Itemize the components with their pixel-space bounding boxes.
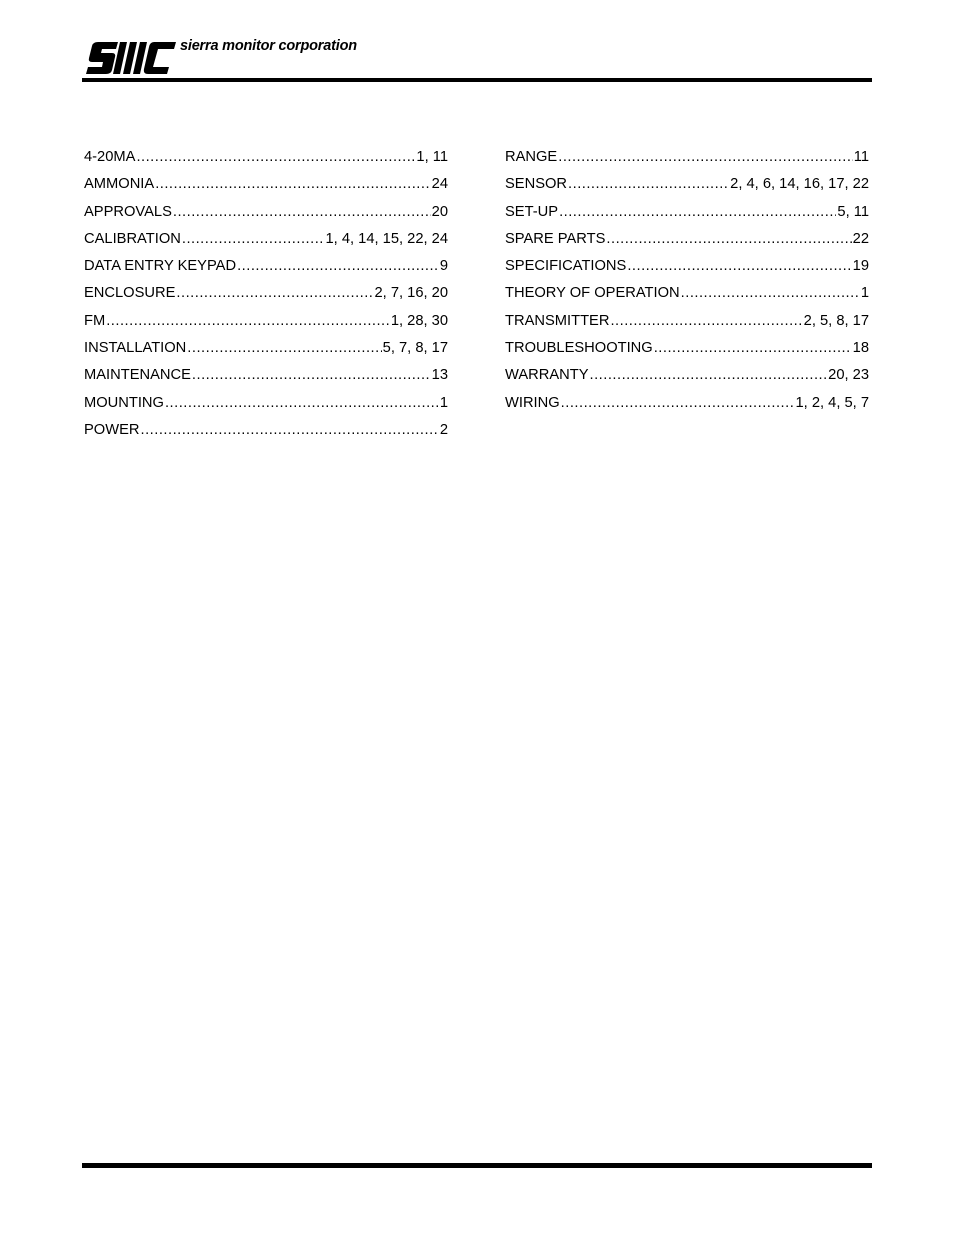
index-pages: 20, 23 xyxy=(828,367,869,384)
index-term: CALIBRATION xyxy=(84,230,181,247)
index-term: WARRANTY xyxy=(505,367,589,384)
index-entry xyxy=(505,148,869,175)
index-pages: 1, 11 xyxy=(416,149,448,165)
index-term: SPECIFICATIONS xyxy=(505,258,627,275)
index-pages: 2, 5, 8, 17 xyxy=(803,312,869,329)
dot-leader xyxy=(155,175,430,193)
dot-leader xyxy=(187,339,381,357)
index-term: THEORY OF OPERATION xyxy=(505,285,680,302)
index-pages: 24 xyxy=(431,176,448,193)
index-column-left xyxy=(84,148,448,448)
dot-leader xyxy=(681,284,860,302)
dot-leader xyxy=(568,175,729,193)
index-entry xyxy=(505,284,869,311)
index-entry xyxy=(84,339,448,366)
index-pages: 20 xyxy=(431,203,448,220)
index-pages: 1, 2, 4, 5, 7 xyxy=(795,394,869,411)
index-term: APPROVALS xyxy=(84,203,172,220)
index-entry xyxy=(505,230,869,257)
dot-leader xyxy=(165,394,439,412)
index-entry xyxy=(505,394,869,421)
dot-leader xyxy=(627,257,851,275)
header-rule xyxy=(82,78,872,82)
dot-leader xyxy=(182,230,325,248)
index-term: TRANSMITTER xyxy=(505,312,610,329)
index-entry xyxy=(505,339,869,366)
dot-leader xyxy=(176,284,373,302)
dot-leader xyxy=(590,366,828,384)
dot-leader xyxy=(173,203,431,221)
index-term: WIRING xyxy=(505,394,560,411)
index-pages: 18 xyxy=(852,340,869,357)
index-term: TROUBLESHOOTING xyxy=(505,340,653,357)
index-entry xyxy=(505,175,869,202)
dot-leader xyxy=(654,339,852,357)
index-entry xyxy=(84,230,448,257)
index-entry xyxy=(84,148,448,175)
index-term: MOUNTING xyxy=(84,394,164,411)
page-header xyxy=(84,38,872,82)
dot-leader xyxy=(237,257,439,275)
index-term: 4-20MA xyxy=(84,149,136,165)
dot-leader xyxy=(561,394,795,412)
footer-rule xyxy=(82,1163,872,1168)
index-entry xyxy=(84,257,448,284)
index-entry xyxy=(84,284,448,311)
dot-leader xyxy=(141,421,439,439)
index-term: SENSOR xyxy=(505,176,568,193)
dot-leader xyxy=(606,230,851,248)
index-entry xyxy=(84,421,448,448)
index-pages: 5, 11 xyxy=(837,203,869,220)
dot-leader xyxy=(610,312,802,330)
dot-leader xyxy=(106,312,390,330)
index-term: ENCLOSURE xyxy=(84,285,176,302)
index-pages: 1 xyxy=(439,394,448,411)
index-entry xyxy=(505,203,869,230)
index-term: RANGE xyxy=(505,149,558,165)
dot-leader xyxy=(558,148,853,166)
index-term: POWER xyxy=(84,421,140,438)
index-pages: 19 xyxy=(852,258,869,275)
index-term: SET-UP xyxy=(505,203,559,220)
company-name: sierra monitor corporation xyxy=(180,38,357,54)
index-column-right xyxy=(505,148,869,421)
index-pages: 5, 7, 8, 17 xyxy=(382,340,448,357)
index-term: INSTALLATION xyxy=(84,340,187,357)
index-pages: 13 xyxy=(431,367,448,384)
index-entry xyxy=(84,312,448,339)
index-entry xyxy=(84,203,448,230)
dot-leader xyxy=(192,366,431,384)
smc-logo-icon xyxy=(84,40,176,76)
dot-leader xyxy=(559,203,836,221)
index-entry xyxy=(84,394,448,421)
index-pages: 2, 4, 6, 14, 16, 17, 22 xyxy=(730,176,869,193)
index-term: DATA ENTRY KEYPAD xyxy=(84,258,237,275)
index-term: SPARE PARTS xyxy=(505,230,606,247)
index-pages: 9 xyxy=(439,258,448,275)
index-pages: 1, 4, 14, 15, 22, 24 xyxy=(325,230,448,247)
index-term: FM xyxy=(84,312,106,329)
index-entry xyxy=(505,312,869,339)
index-pages: 22 xyxy=(852,230,869,247)
index-pages: 2, 7, 16, 20 xyxy=(374,285,448,302)
index-term: AMMONIA xyxy=(84,176,155,193)
index-pages: 2 xyxy=(439,421,448,438)
index-entry xyxy=(505,366,869,393)
index-entry xyxy=(505,257,869,284)
index-entry xyxy=(84,175,448,202)
index-pages: 1 xyxy=(860,285,869,302)
index-term: MAINTENANCE xyxy=(84,367,191,384)
dot-leader xyxy=(136,148,415,166)
index-pages: 11 xyxy=(853,149,869,165)
index-entry xyxy=(84,366,448,393)
index-pages: 1, 28, 30 xyxy=(390,312,448,329)
